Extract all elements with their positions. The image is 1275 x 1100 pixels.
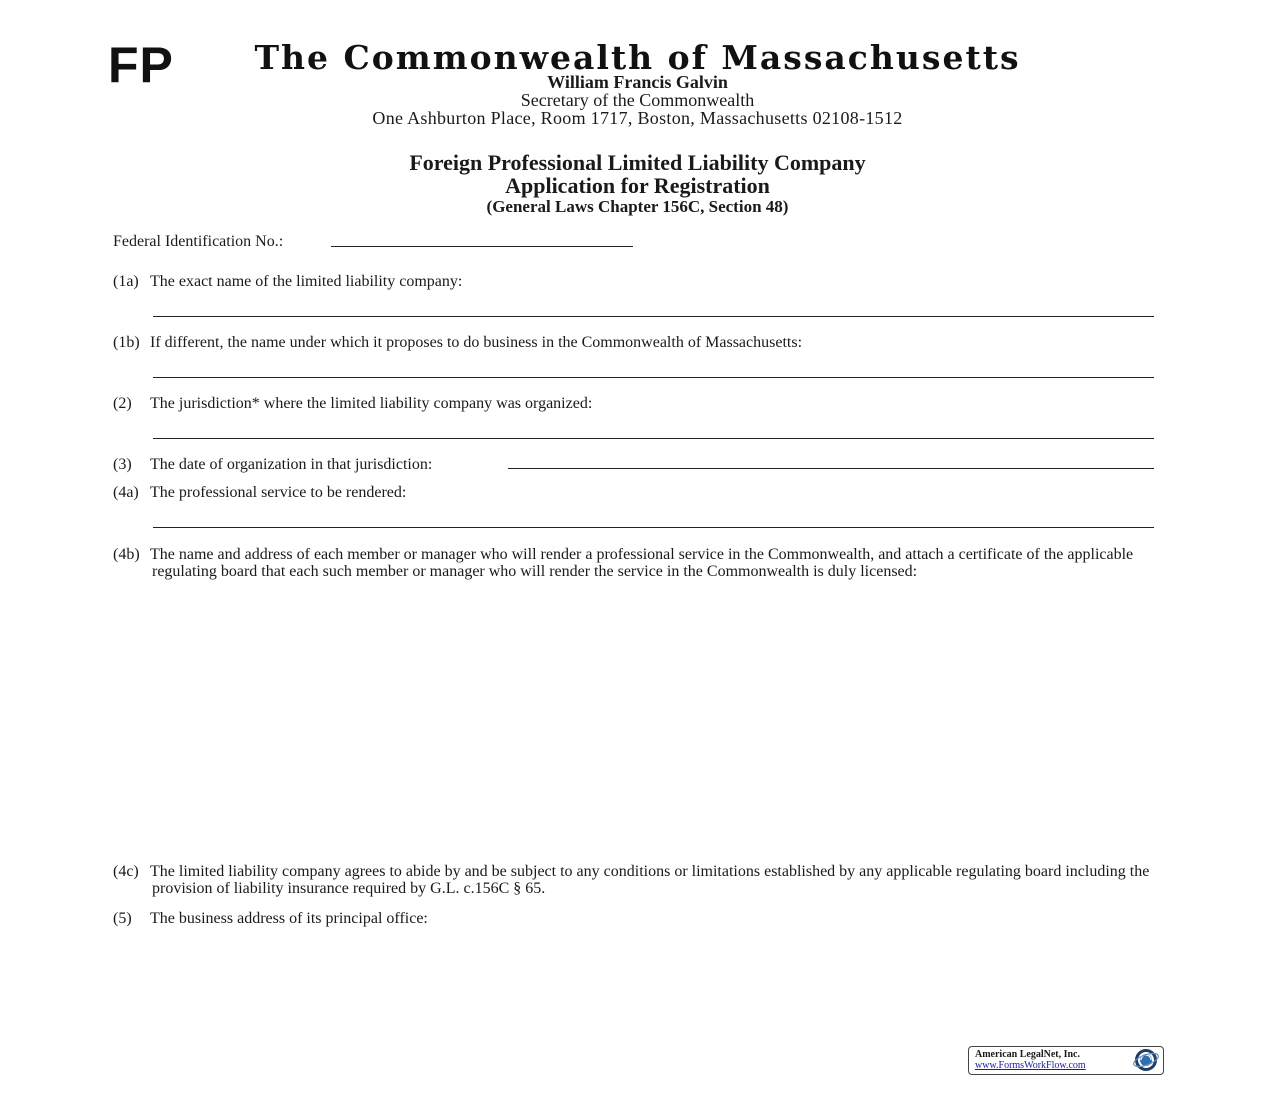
item-1b-text: If different, the name under which it proposes to do business in the Commonwealth of Massachusetts: (150, 334, 803, 351)
secretary-name: William Francis Galvin (547, 72, 728, 92)
federal-id-label: Federal Identification No.: (113, 233, 284, 250)
member-manager-input-area[interactable] (150, 605, 1160, 855)
item-3 (113, 456, 432, 473)
form-subtitle: Application for Registration (505, 173, 770, 198)
item-1a-text: The exact name of the limited liability company: (150, 273, 463, 290)
form-code: FP (108, 37, 174, 93)
secretary-title: Secretary of the Commonwealth (520, 90, 755, 110)
item-3-text: The date of organization in that jurisdiction: (150, 456, 433, 473)
item-5-text: The business address of its principal office: (150, 910, 428, 927)
office-address: One Ashburton Place, Room 1717, Boston, Massachusetts 02108-1512 (372, 108, 903, 128)
item-2-text: The jurisdiction* where the limited liability company was organized: (150, 395, 593, 412)
item-4c-number: (4c) (113, 863, 139, 880)
footer-company: American LegalNet, Inc. (975, 1049, 1080, 1060)
globe-logo-icon (1125, 1047, 1161, 1073)
principal-office-address-input-area[interactable] (150, 932, 1160, 1032)
item-3-number: (3) (113, 456, 132, 473)
form-citation: (General Laws Chapter 156C, Section 48) (486, 197, 789, 216)
item-5-number: (5) (113, 910, 132, 927)
item-4b (113, 546, 1163, 580)
federal-id-input-line[interactable] (331, 246, 633, 247)
business-name-input-line[interactable] (153, 377, 1154, 378)
form-title: Foreign Professional Limited Liability Company (409, 150, 866, 175)
organization-date-input-line[interactable] (508, 468, 1154, 469)
item-4b-number: (4b) (113, 546, 140, 563)
jurisdiction-input-line[interactable] (153, 438, 1154, 439)
item-1a-number: (1a) (113, 273, 139, 290)
item-4a-number: (4a) (113, 484, 139, 501)
item-1b (113, 334, 1163, 351)
item-4c (113, 863, 1163, 897)
item-5 (113, 910, 1163, 927)
item-4c-text: The limited liability company agrees to abide by and be subject to any conditions or limitations established by any applicable regulating board including the provision of liability insurance required by G.L. c.156C § 65. (150, 863, 1150, 897)
item-4b-text: The name and address of each member or manager who will render a professional service in the Commonwealth, and attach a certificate of the applicable regulating board that each such member or manager who will render the service in the Commonwealth is duly licensed: (150, 546, 1134, 580)
professional-service-input-line[interactable] (153, 527, 1154, 528)
item-2 (113, 395, 1163, 412)
item-2-number: (2) (113, 395, 132, 412)
item-1b-number: (1b) (113, 334, 140, 351)
item-1a (113, 273, 1163, 290)
footer-url-link[interactable]: www.FormsWorkFlow.com (975, 1060, 1086, 1071)
item-4a-text: The professional service to be rendered: (150, 484, 407, 501)
item-4a (113, 484, 1163, 501)
commonwealth-title: The Commonwealth of Massachusetts (254, 38, 1021, 77)
company-name-input-line[interactable] (153, 316, 1154, 317)
